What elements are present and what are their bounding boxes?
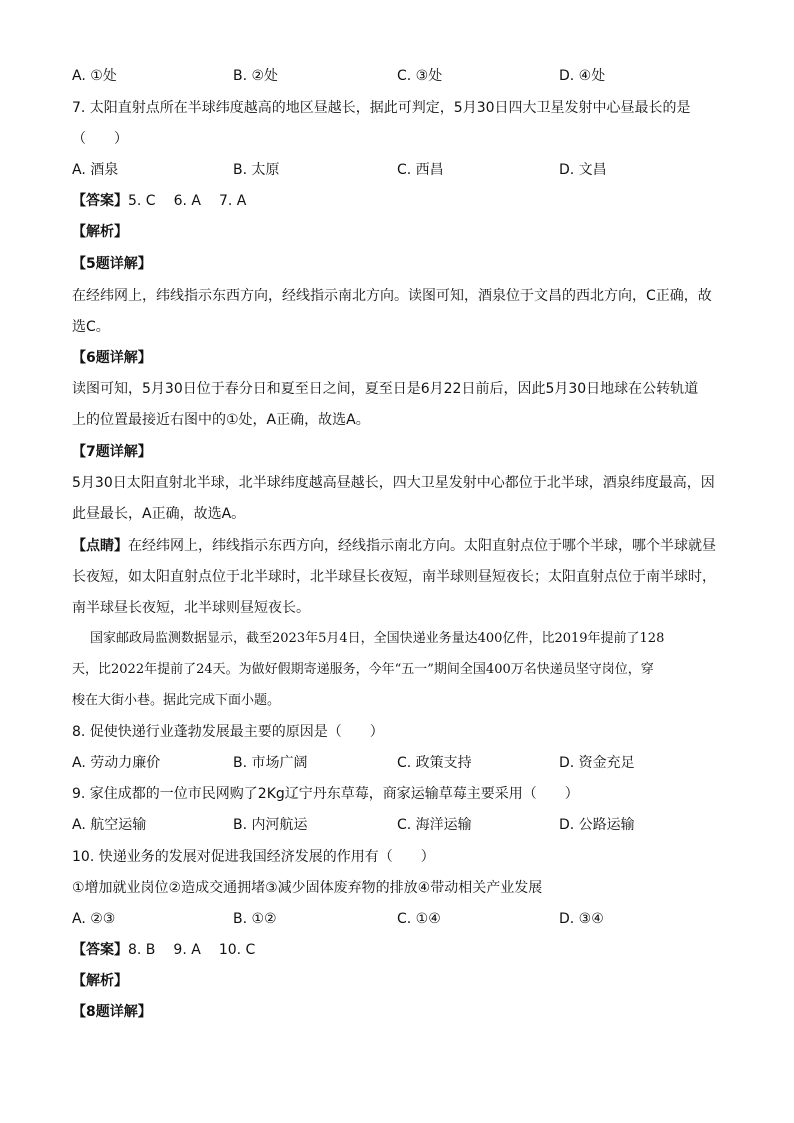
detail-8-title: 【8题详解】 xyxy=(72,1004,152,1020)
option-a: A. 航空运输 xyxy=(72,817,147,833)
question-7-stem: 7. 太阳直射点所在半球纬度越高的地区昼越长，据此可判定，5月30日四大卫星发射中心昼最长的是 xyxy=(72,100,691,116)
option-d: D. 公路运输 xyxy=(559,817,635,833)
option-a: A. 劳动力廉价 xyxy=(72,755,161,771)
tip-tag: 【点睛】 xyxy=(72,538,128,554)
question-9-stem: 9. 家住成都的一位市民网购了2Kg辽宁丹东草莓，商家运输草莓主要采用（ ） xyxy=(72,786,579,802)
detail-5-title: 【5题详解】 xyxy=(72,256,152,272)
detail-6-title: 【6题详解】 xyxy=(72,350,152,366)
option-b: B. ②处 xyxy=(233,68,279,84)
answer-7: 7. A xyxy=(218,193,247,209)
option-c: C. ①④ xyxy=(397,911,441,927)
option-a: A. 酒泉 xyxy=(72,162,119,178)
option-b: B. 太原 xyxy=(233,162,280,178)
option-a: A. ②③ xyxy=(72,911,116,927)
question-10-stem: 10. 快递业务的发展对促进我国经济发展的作用有（ ） xyxy=(72,849,435,865)
tip-text-1: 在经纬网上，纬线指示东西方向，经线指示南北方向。太阳直射点位于哪个半球，哪个半球就昼 xyxy=(128,538,716,554)
passage-line-1: 国家邮政局监测数据显示，截至2023年5月4日，全国快递业务量达400亿件，比2019年提前了128 xyxy=(90,631,665,646)
answer-5: 5. C xyxy=(128,193,156,209)
question-10-items: ①增加就业岗位②造成交通拥堵③减少固体废弃物的排放④带动相关产业发展 xyxy=(72,880,543,896)
option-c: C. 西昌 xyxy=(397,162,444,178)
option-c: C. 海洋运输 xyxy=(397,817,472,833)
option-b: B. 市场广阔 xyxy=(233,755,308,771)
detail-6-line-1: 读图可知，5月30日位于春分日和夏至日之间，夏至日是6月22日前后，因此5月30日地球在公转轨道 xyxy=(72,381,699,397)
question-8-stem: 8. 促使快递行业蓬勃发展最主要的原因是（ ） xyxy=(72,724,384,740)
answer-8: 8. B xyxy=(128,942,156,958)
option-d: D. ④处 xyxy=(559,68,606,84)
answer-tag: 【答案】 xyxy=(72,193,128,209)
question-7-paren: （ ） xyxy=(72,131,128,147)
options-row-q4 xyxy=(72,66,732,86)
answer-9: 9. A xyxy=(173,942,201,958)
detail-5-line-1: 在经纬网上，纬线指示东西方向，经线指示南北方向。读图可知，酒泉位于文昌的西北方向，C正确，故 xyxy=(72,288,712,304)
options-row-q8 xyxy=(72,753,732,773)
option-c: C. ③处 xyxy=(397,68,443,84)
option-d: D. 文昌 xyxy=(559,162,607,178)
detail-7-line-1: 5月30日太阳直射北半球，北半球纬度越高昼越长，四大卫星发射中心都位于北半球，酒泉纬度最高，因 xyxy=(72,475,715,491)
option-d: D. 资金充足 xyxy=(559,755,635,771)
analysis-heading-1: 【解析】 xyxy=(72,224,128,240)
detail-7-title: 【7题详解】 xyxy=(72,444,152,460)
option-b: B. ①② xyxy=(233,911,277,927)
tip-line-3: 南半球昼长夜短，北半球则昼短夜长。 xyxy=(72,600,310,616)
answer-6: 6. A xyxy=(173,193,201,209)
passage-line-2: 天，比2022年提前了24天。为做好假期寄递服务，今年“五一”期间全国400万名快递员坚守岗位，穿 xyxy=(72,662,654,677)
answer-10: 10. C xyxy=(218,942,256,958)
answer-line-2 xyxy=(72,940,273,960)
detail-7-line-2: 此昼最长，A正确，故选A。 xyxy=(72,506,246,522)
tip-line-2: 长夜短，如太阳直射点位于北半球时，北半球昼长夜短，南半球则昼短夜长；太阳直射点位于南半球时， xyxy=(72,569,716,585)
option-b: B. 内河航运 xyxy=(233,817,308,833)
option-c: C. 政策支持 xyxy=(397,755,472,771)
option-a: A. ①处 xyxy=(72,68,117,84)
answer-tag: 【答案】 xyxy=(72,942,128,958)
detail-6-line-2: 上的位置最接近右图中的①处，A正确，故选A。 xyxy=(72,412,370,428)
options-row-q10 xyxy=(72,909,732,929)
options-row-q9 xyxy=(72,815,732,835)
options-row-q7 xyxy=(72,160,732,180)
detail-5-line-2: 选C。 xyxy=(72,319,110,335)
option-d: D. ③④ xyxy=(559,911,604,927)
passage-line-3: 梭在大街小巷。据此完成下面小题。 xyxy=(72,693,281,708)
tip-line-1 xyxy=(72,536,716,556)
answer-line-1 xyxy=(72,191,264,211)
analysis-heading-2: 【解析】 xyxy=(72,973,128,989)
